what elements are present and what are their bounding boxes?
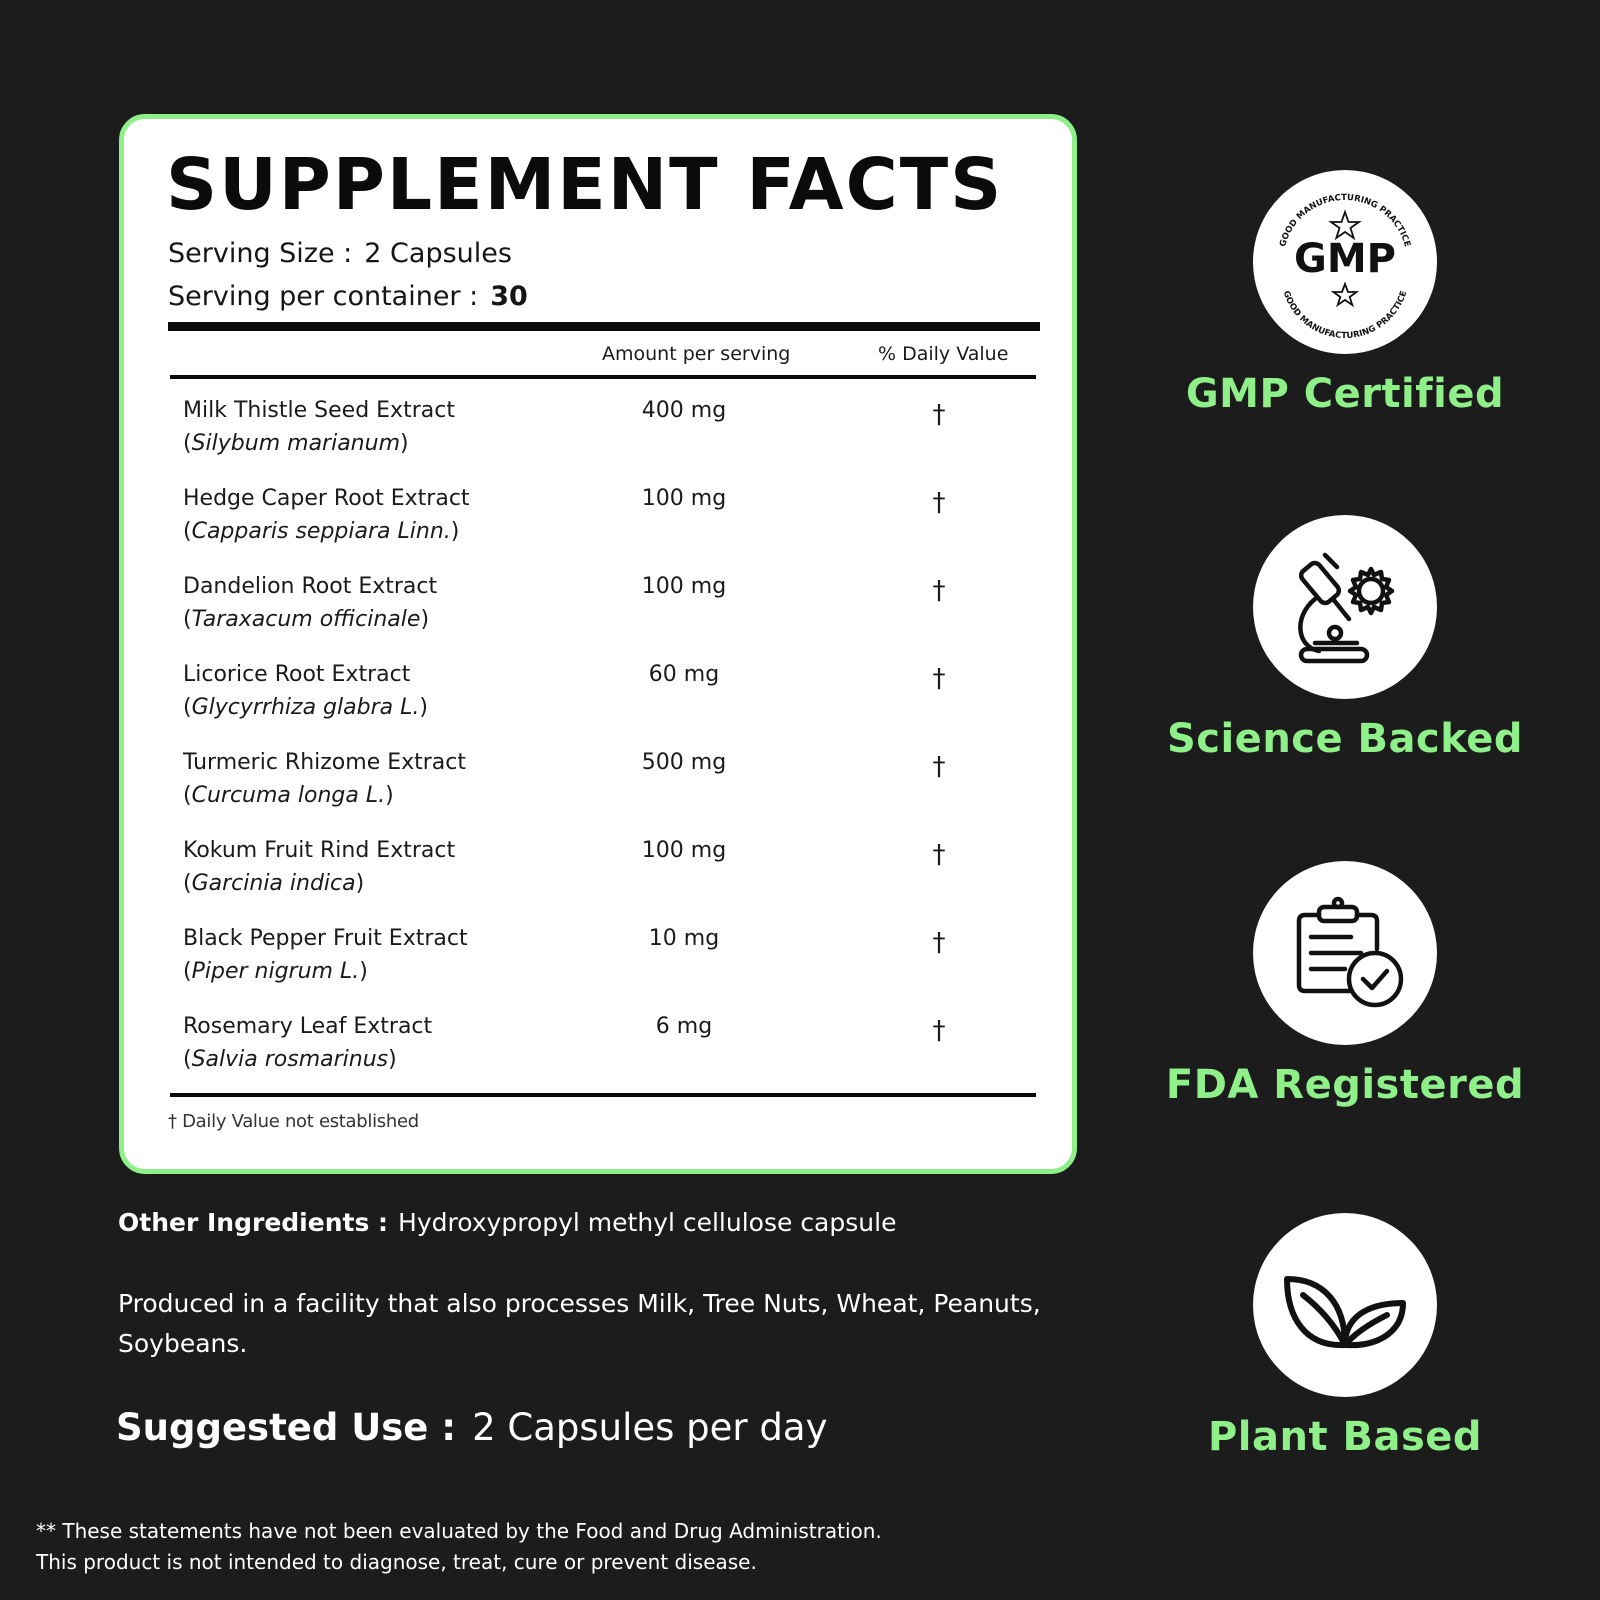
ingredient-amount: 400 mg bbox=[641, 398, 727, 423]
svg-text:GOOD MANUFACTURING PRACTICE: GOOD MANUFACTURING PRACTICE bbox=[1280, 289, 1410, 342]
ingredient-common-name: Turmeric Rhizome Extract bbox=[183, 750, 467, 775]
ingredient-daily-value: † bbox=[932, 576, 946, 606]
ingredient-scientific-name: Garcinia indica bbox=[191, 871, 356, 896]
serving-size-value: 2 Capsules bbox=[364, 238, 512, 269]
ingredient-daily-value: † bbox=[932, 1016, 946, 1046]
ingredient-name: Kokum Fruit Rind Extract (Garcinia indica) bbox=[183, 838, 456, 896]
svg-text:GMP: GMP bbox=[1294, 236, 1396, 282]
servings-value: 30 bbox=[490, 281, 528, 312]
ingredient-scientific-name: Capparis seppiara Linn. bbox=[191, 519, 451, 544]
ingredient-row bbox=[124, 658, 1072, 746]
ingredient-scientific-name: Piper nigrum L. bbox=[191, 959, 360, 984]
svg-text:GOOD MANUFACTURING PRACTICE: GOOD MANUFACTURING PRACTICE bbox=[1278, 192, 1412, 249]
ingredient-scientific-name: Taraxacum officinale bbox=[191, 607, 421, 632]
badge-fda-registered bbox=[1165, 861, 1525, 1161]
ingredient-amount: 100 mg bbox=[641, 486, 727, 511]
ingredient-amount: 10 mg bbox=[648, 926, 720, 951]
servings-per-container bbox=[168, 283, 528, 310]
servings-label: Serving per container : bbox=[168, 281, 479, 312]
ingredient-row bbox=[124, 1010, 1072, 1098]
fda-disclaimer bbox=[36, 1516, 882, 1578]
badge-label: Plant Based bbox=[1207, 1414, 1483, 1460]
ingredient-scientific-name: Curcuma longa L. bbox=[191, 783, 386, 808]
badge-label: Science Backed bbox=[1166, 716, 1524, 762]
badge-gmp-certified bbox=[1170, 170, 1520, 470]
allergen-facility-note: Produced in a facility that also processes Milk, Tree Nuts, Wheat, Peanuts, Soybeans. bbox=[118, 1289, 1041, 1358]
ingredient-name: Dandelion Root Extract (Taraxacum officinale) bbox=[183, 574, 438, 632]
ingredient-daily-value: † bbox=[932, 928, 946, 958]
suggested-use-label: Suggested Use : bbox=[116, 1406, 457, 1449]
ingredient-amount: 60 mg bbox=[648, 662, 720, 687]
badge-label: GMP Certified bbox=[1185, 371, 1505, 417]
divider-header bbox=[170, 375, 1036, 379]
ingredient-common-name: Dandelion Root Extract bbox=[183, 574, 438, 599]
supplement-facts-title: SUPPLEMENT FACTS bbox=[166, 143, 1004, 226]
ingredient-daily-value: † bbox=[932, 840, 946, 870]
ingredient-scientific-name: Salvia rosmarinus bbox=[191, 1047, 389, 1072]
ingredient-amount: 100 mg bbox=[641, 838, 727, 863]
ingredient-name: Milk Thistle Seed Extract (Silybum marianum) bbox=[183, 398, 455, 456]
ingredient-daily-value: † bbox=[932, 752, 946, 782]
ingredient-name: Black Pepper Fruit Extract (Piper nigrum L.) bbox=[183, 926, 468, 984]
divider-bottom bbox=[170, 1093, 1036, 1097]
ingredient-amount: 100 mg bbox=[641, 574, 727, 599]
gmp-seal-icon bbox=[1253, 170, 1437, 354]
other-ingredients bbox=[118, 1208, 896, 1237]
ingredient-row bbox=[124, 482, 1072, 570]
suggested-use bbox=[116, 1406, 827, 1449]
column-header-daily-value: % Daily Value bbox=[878, 343, 1009, 365]
badge-plant-based bbox=[1170, 1213, 1520, 1513]
ingredient-common-name: Milk Thistle Seed Extract bbox=[183, 398, 455, 423]
ingredient-common-name: Black Pepper Fruit Extract bbox=[183, 926, 468, 951]
clipboard-check-icon bbox=[1253, 861, 1437, 1045]
divider-thick bbox=[168, 322, 1040, 331]
ingredient-name: Rosemary Leaf Extract (Salvia rosmarinus) bbox=[183, 1014, 433, 1072]
ingredient-row bbox=[124, 570, 1072, 658]
disclaimer-line-1: ** These statements have not been evaluated by the Food and Drug Administration. bbox=[36, 1519, 882, 1543]
leaf-sprout-icon bbox=[1253, 1213, 1437, 1397]
badge-science-backed bbox=[1166, 515, 1524, 815]
ingredient-common-name: Hedge Caper Root Extract bbox=[183, 486, 470, 511]
ingredient-daily-value: † bbox=[932, 488, 946, 518]
column-header-amount: Amount per serving bbox=[602, 343, 791, 365]
ingredient-common-name: Kokum Fruit Rind Extract bbox=[183, 838, 456, 863]
ingredient-name: Hedge Caper Root Extract (Capparis seppiara Linn.) bbox=[183, 486, 470, 544]
other-ingredients-value: Hydroxypropyl methyl cellulose capsule bbox=[398, 1208, 897, 1237]
badge-label: FDA Registered bbox=[1165, 1062, 1525, 1108]
ingredient-scientific-name: Silybum marianum bbox=[191, 431, 401, 456]
ingredient-common-name: Rosemary Leaf Extract bbox=[183, 1014, 433, 1039]
ingredient-row bbox=[124, 394, 1072, 482]
ingredient-name: Turmeric Rhizome Extract (Curcuma longa L.) bbox=[183, 750, 467, 808]
suggested-use-value: 2 Capsules per day bbox=[472, 1406, 828, 1449]
ingredient-amount: 6 mg bbox=[655, 1014, 713, 1039]
disclaimer-line-2: This product is not intended to diagnose, treat, cure or prevent disease. bbox=[36, 1550, 757, 1574]
ingredient-row bbox=[124, 834, 1072, 922]
ingredient-name: Licorice Root Extract (Glycyrrhiza glabra L.) bbox=[183, 662, 428, 720]
ingredient-amount: 500 mg bbox=[641, 750, 727, 775]
ingredient-common-name: Licorice Root Extract bbox=[183, 662, 411, 687]
ingredient-row bbox=[124, 922, 1072, 1010]
microscope-icon bbox=[1253, 515, 1437, 699]
supplement-facts-panel bbox=[119, 114, 1077, 1174]
ingredient-daily-value: † bbox=[932, 400, 946, 430]
daily-value-footnote: † Daily Value not established bbox=[168, 1111, 419, 1132]
ingredient-scientific-name: Glycyrrhiza glabra L. bbox=[191, 695, 420, 720]
other-ingredients-label: Other Ingredients : bbox=[118, 1208, 389, 1237]
ingredient-row bbox=[124, 746, 1072, 834]
serving-size-label: Serving Size : bbox=[168, 238, 353, 269]
serving-size bbox=[168, 240, 512, 267]
ingredient-daily-value: † bbox=[932, 664, 946, 694]
